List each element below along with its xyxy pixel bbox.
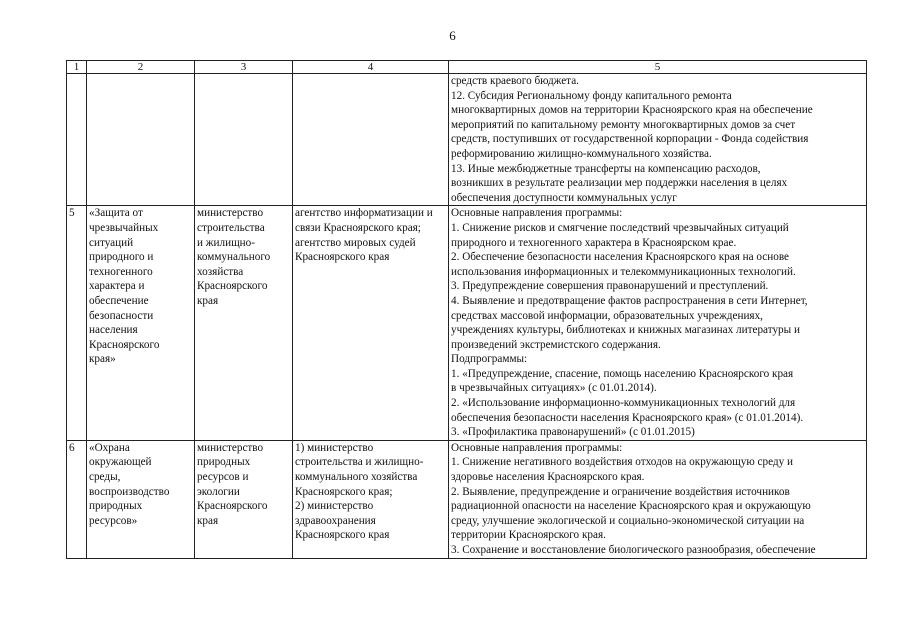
program-content-cell bbox=[449, 206, 867, 441]
cell-text-line: произведений экстремистского содержания. bbox=[451, 338, 661, 351]
cell-text-line: природных bbox=[89, 500, 143, 513]
cell-text-line: ресурсов» bbox=[89, 514, 138, 527]
cell-text-line: «Защита от bbox=[89, 207, 143, 220]
cell-text-line: 1. Снижение рисков и смягчение последствий чрезвычайных ситуаций bbox=[451, 221, 789, 234]
cell-text-line: 12. Субсидия Региональному фонду капитального ремонта bbox=[451, 89, 732, 102]
page-number: 6 bbox=[449, 28, 456, 43]
cell-text-line: 2. Обеспечение безопасности населения Красноярского края на основе bbox=[451, 251, 790, 264]
cell-text-line: среды, bbox=[89, 471, 121, 484]
cell-text-line: Красноярского края bbox=[295, 251, 390, 264]
cell-text-line: связи Красноярского края; bbox=[295, 221, 421, 234]
cell-text-line: Основные направления программы: bbox=[451, 207, 623, 220]
cell-text-line: обеспечение bbox=[89, 294, 149, 307]
cell-text-line: населения bbox=[89, 324, 138, 337]
cell-text-line: обеспечения безопасности населения Красноярского края» (с 01.01.2014). bbox=[451, 411, 804, 424]
cell-text-line: коммунального bbox=[197, 251, 271, 264]
cell-text-line: Красноярского bbox=[197, 280, 268, 293]
responsible-executor-cell bbox=[195, 440, 293, 558]
cell-text-line: агентство мировых судей bbox=[295, 236, 416, 249]
cell-text-line: 13. Иные межбюджетные трансферты на компенсацию расходов, bbox=[451, 162, 761, 175]
cell-text-line: многоквартирных домов на территории Красноярского края на обеспечение bbox=[451, 104, 813, 117]
cell-text-line: возникших в результате реализации мер поддержки населения в целях bbox=[451, 177, 788, 190]
cell-text-line: характера и bbox=[89, 280, 145, 293]
cell-text-line: реформированию жилищно-коммунального хозяйства. bbox=[451, 147, 712, 160]
coexecutors-cell bbox=[293, 74, 449, 206]
cell-text-line: чрезвычайных bbox=[89, 221, 159, 234]
cell-text-line: Красноярского bbox=[89, 338, 160, 351]
header-col-3: 3 bbox=[195, 61, 293, 74]
header-row bbox=[67, 61, 867, 74]
header-col-2: 2 bbox=[87, 61, 195, 74]
cell-text-line: среду, улучшение экологической и социально-экономической ситуации на bbox=[451, 514, 805, 527]
cell-text-line: хозяйства bbox=[197, 265, 244, 278]
cell-text-line: «Охрана bbox=[89, 441, 130, 454]
cell-text-line: строительства bbox=[197, 221, 265, 234]
program-name-cell bbox=[87, 440, 195, 558]
header-col-5: 5 bbox=[449, 61, 867, 74]
row-number-cell: 6 bbox=[67, 440, 87, 558]
cell-text-line: 2. «Использование информационно-коммуникационных технологий для bbox=[451, 397, 796, 410]
cell-text-line: ресурсов и bbox=[197, 471, 249, 484]
cell-text-line: территории Красноярского края. bbox=[451, 529, 606, 542]
cell-text-line: министерство bbox=[197, 207, 264, 220]
cell-text-line: 3. «Профилактика правонарушений» (с 01.01.2015) bbox=[451, 426, 695, 439]
cell-text-line: Основные направления программы: bbox=[451, 441, 623, 454]
program-content-cell bbox=[449, 74, 867, 206]
cell-text-line: учреждениях культуры, библиотеках и книжных магазинах литературы и bbox=[451, 324, 800, 337]
cell-text-line: обеспечения доступности коммунальных услуг bbox=[451, 191, 677, 204]
row-number-cell bbox=[67, 74, 87, 206]
cell-text-line: здоровье населения Красноярского края. bbox=[451, 471, 645, 484]
cell-text-line: 2. Выявление, предупреждение и ограничение воздействия источников bbox=[451, 485, 790, 498]
cell-text-line: 3. Сохранение и восстановление биологического разнообразия, обеспечение bbox=[451, 544, 816, 556]
cell-text-line: безопасности bbox=[89, 309, 154, 322]
cell-text-line: Подпрограммы: bbox=[451, 353, 528, 366]
cell-text-line: 1. Снижение негативного воздействия отходов на окружающую среду и bbox=[451, 456, 793, 469]
table-row bbox=[67, 440, 867, 558]
cell-text-line: радиационной опасности на население Красноярского края и окружающую bbox=[451, 500, 811, 513]
table-row bbox=[67, 206, 867, 441]
coexecutors-cell bbox=[293, 206, 449, 441]
table-row bbox=[67, 74, 867, 206]
cell-text-line: средствах массовой информации, образовательных учреждениях, bbox=[451, 309, 763, 322]
cell-text-line: 1) министерство bbox=[295, 441, 374, 454]
cell-text-line: строительства и жилищно- bbox=[295, 456, 424, 469]
cell-text-line: использования информационных и телекоммуникационных технологий. bbox=[451, 265, 796, 278]
cell-text-line: здравоохранения bbox=[295, 514, 376, 527]
cell-text-line: края» bbox=[89, 353, 116, 366]
cell-text-line: министерство bbox=[197, 441, 264, 454]
cell-text-line: ситуаций bbox=[89, 236, 134, 249]
cell-text-line: Красноярского bbox=[197, 500, 268, 513]
program-name-cell bbox=[87, 74, 195, 206]
cell-text-line: Красноярского края bbox=[295, 529, 390, 542]
responsible-executor-cell bbox=[195, 206, 293, 441]
cell-text-line: окружающей bbox=[89, 456, 152, 469]
cell-text-line: мероприятий по капитальному ремонту многоквартирных домов за счет bbox=[451, 118, 796, 131]
cell-text-line: 2) министерство bbox=[295, 500, 374, 513]
programs-table bbox=[66, 60, 867, 559]
program-name-cell bbox=[87, 206, 195, 441]
responsible-executor-cell bbox=[195, 74, 293, 206]
cell-text-line: и жилищно- bbox=[197, 236, 255, 249]
cell-text-line: в чрезвычайных ситуациях» (с 01.01.2014). bbox=[451, 382, 657, 395]
cell-text-line: средств, поступивших от государственной корпорации - Фонда содействия bbox=[451, 133, 809, 146]
row-number-cell: 5 bbox=[67, 206, 87, 441]
cell-text-line: природного и bbox=[89, 251, 154, 264]
header-col-1: 1 bbox=[67, 61, 87, 74]
cell-text-line: средств краевого бюджета. bbox=[451, 75, 579, 87]
program-content-cell bbox=[449, 440, 867, 558]
cell-text-line: коммунального хозяйства bbox=[295, 471, 418, 484]
cell-text-line: агентство информатизации и bbox=[295, 207, 433, 220]
cell-text-line: 4. Выявление и предотвращение фактов распространения в сети Интернет, bbox=[451, 294, 808, 307]
cell-text-line: природного и техногенного характера в Красноярском крае. bbox=[451, 236, 737, 249]
cell-text-line: техногенного bbox=[89, 265, 153, 278]
header-col-4: 4 bbox=[293, 61, 449, 74]
cell-text-line: Красноярского края; bbox=[295, 485, 393, 498]
cell-text-line: 3. Предупреждение совершения правонарушений и преступлений. bbox=[451, 280, 769, 293]
cell-text-line: воспроизводство bbox=[89, 485, 170, 498]
cell-text-line: экологии bbox=[197, 485, 240, 498]
cell-text-line: края bbox=[197, 514, 219, 527]
cell-text-line: 1. «Предупреждение, спасение, помощь населению Красноярского края bbox=[451, 367, 794, 380]
cell-text-line: края bbox=[197, 294, 219, 307]
coexecutors-cell bbox=[293, 440, 449, 558]
cell-text-line: природных bbox=[197, 456, 251, 469]
